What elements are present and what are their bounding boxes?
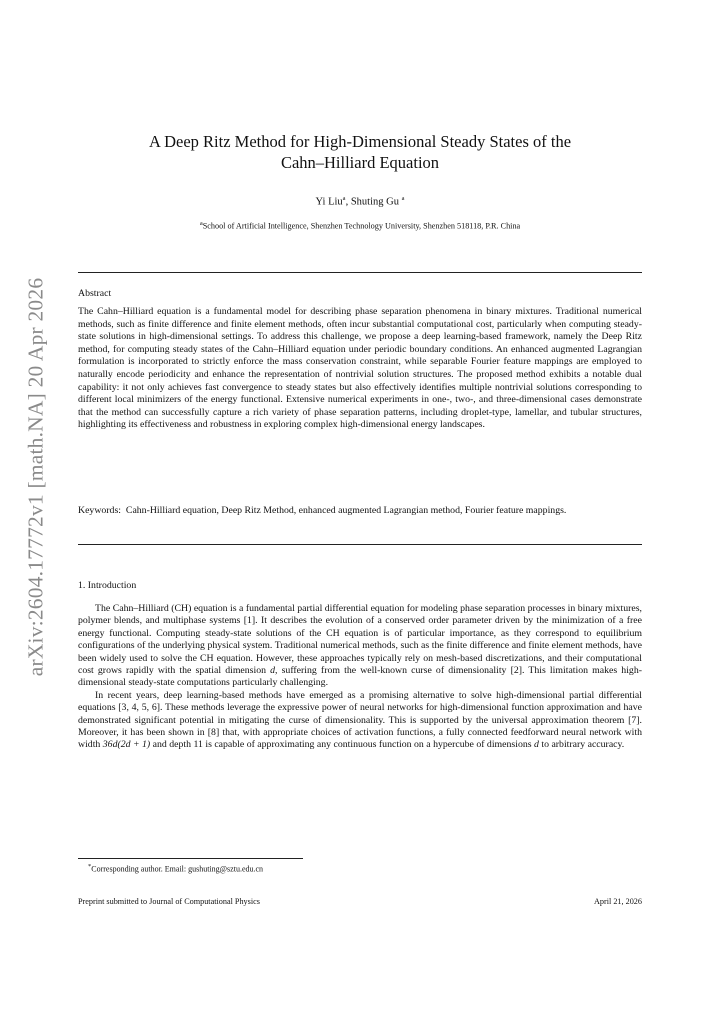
- abstract-bottom-rule: [78, 544, 642, 545]
- author-list: [78, 195, 642, 208]
- affiliation-mark: a: [199, 220, 203, 227]
- math-expression: 36d(2d + 1): [102, 739, 151, 751]
- paragraph-text: , suffering from the well-known curse of dimensionality [2]. This limitation makes high-dimensional steady-state computations particularly challenging.: [78, 665, 642, 689]
- title-line-1: A Deep Ritz Method for High-Dimensional Steady States of the: [148, 132, 572, 151]
- footnote-mark: *: [88, 863, 92, 870]
- author-name: Yi Liu: [315, 196, 343, 208]
- math-variable: d: [534, 739, 539, 751]
- affiliation-mark: a: [401, 195, 405, 202]
- paragraph-text: In recent years, deep learning-based methods have emerged as a promising alternative to solve high-dimensional partial differential equations [3, 4, 5, 6]. These methods leverage the expressive power of neural networks for high-dimensional function approximation and have demonstrated significant potential in mitigating the curse of dimensionality. This is supported by the universal approximation theorem [7]. Moreover, it has been shown in [8] that, with appropriate choices of activation functions, a fully connected feedforward neural network with width: [78, 689, 642, 751]
- paragraph-text: to arbitrary accuracy.: [538, 739, 625, 751]
- author-separator: ,: [345, 196, 351, 208]
- paragraph: [78, 690, 642, 752]
- abstract-heading: Abstract: [78, 288, 112, 299]
- preprint-note: Preprint submitted to Journal of Computational Physics: [78, 897, 260, 906]
- math-variable: d: [270, 665, 276, 677]
- footnote: [88, 863, 263, 874]
- abstract-top-rule: [78, 272, 642, 273]
- affiliation-text: School of Artificial Intelligence, Shenzhen Technology University, Shenzhen 518118, P.R. China: [202, 221, 521, 231]
- author-name: Shuting Gu: [350, 196, 399, 208]
- footnote-text: Corresponding author. Email: gushuting@sztu.edu.cn: [91, 864, 264, 874]
- footnote-rule: [78, 858, 303, 859]
- paragraph: [78, 603, 642, 690]
- keywords: [78, 505, 642, 518]
- preprint-date: April 21, 2026: [594, 897, 642, 906]
- title-line-2: Cahn–Hilliard Equation: [280, 153, 440, 172]
- arxiv-identifier: arXiv:2604.17772v1 [math.NA] 20 Apr 2026: [23, 277, 48, 677]
- affiliation-mark: a: [342, 195, 346, 202]
- keywords-text: Cahn-Hilliard equation, Deep Ritz Method, enhanced augmented Lagrangian method, Fourier feature mappings.: [125, 505, 567, 516]
- introduction-text: [78, 603, 642, 752]
- paragraph-text: The Cahn–Hilliard (CH) equation is a fundamental partial differential equation for modeling phase separation processes in binary mixtures, polymer blends, and multiphase systems [1]. It describes the evolution of a conserved order parameter driven by the minimization of a free energy functional. Computing steady-state solutions of the CH equation is of particular importance, as they correspond to equilibrium configurations of the underlying physical system. Traditional numerical methods, such as the finite difference and finite element methods, have been widely used to solve the CH equation. However, these approaches typically rely on mesh-based discretizations, and their computational cost grows rapidly with the spatial dimension: [78, 603, 642, 677]
- section-heading: 1. Introduction: [78, 580, 137, 591]
- keywords-label: Keywords:: [78, 505, 121, 516]
- affiliation: [78, 220, 642, 231]
- paragraph-text: and depth 11 is capable of approximating any continuous function on a hypercube of dimensions: [150, 739, 535, 751]
- abstract-body: The Cahn–Hilliard equation is a fundamental model for describing phase separation phenomena in binary mixtures. Traditional numerical methods, such as finite difference and finite element methods, often incur substantial computational cost, particularly when computing steady-state solutions in high-dimensional settings. To address this challenge, we propose a deep learning-based framework, namely the Deep Ritz method, for computing steady states of the Cahn–Hilliard equation under periodic boundary conditions. An enhanced augmented Lagrangian formulation is incorporated to strictly enforce the mass conservation constraint, while separable Fourier feature mappings are employed to naturally encode periodicity and enhance the representation of nontrivial solution structures. The proposed method exhibits a notable dual capability: it not only achieves fast convergence to steady states but also effectively identifies multiple nontrivial solutions corresponding to different local minimizers of the energy functional. Extensive numerical experiments in one-, two-, and three-dimensional cases demonstrate that the method can successfully capture a rich variety of phase separation patterns, including droplet-type, lamellar, and tubular structures, highlighting its effectiveness and robustness in exploring complex high-dimensional energy landscapes.: [78, 306, 642, 431]
- paper-title: [78, 131, 642, 173]
